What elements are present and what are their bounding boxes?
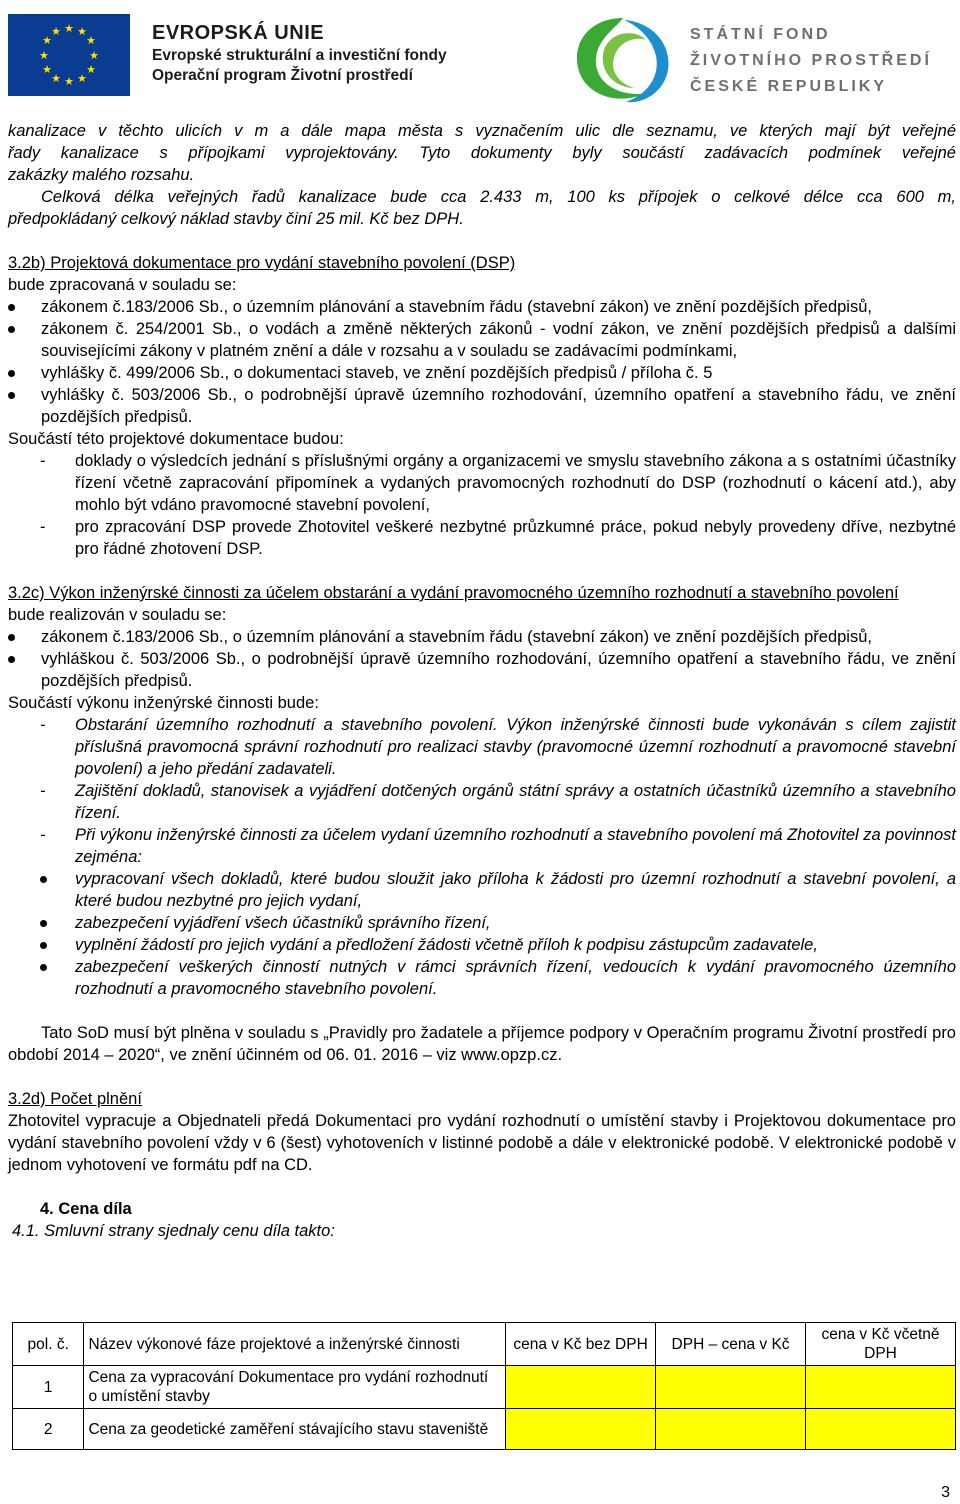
section-3-2b-sub: bude zpracovaná v souladu se: — [8, 276, 237, 294]
price-input-cell[interactable] — [656, 1366, 806, 1409]
sfzp-line-2: ŽIVOTNÍHO PROSTŘEDÍ — [690, 52, 932, 69]
bullet-icon — [40, 876, 47, 883]
list-item: vyplnění žádostí pro jejich vydání a předložení žádosti včetně příloh k podpisu zástupcům zadavatele, — [8, 934, 956, 956]
eu-text-block — [152, 20, 447, 86]
sfzp-text-block — [690, 22, 932, 100]
bullet-icon — [40, 942, 47, 949]
svg-text:★: ★ — [51, 72, 61, 85]
eu-funds-line: Evropské strukturální a investiční fondy — [152, 47, 447, 64]
svg-text:★: ★ — [64, 22, 74, 35]
price-input-cell[interactable] — [656, 1409, 806, 1450]
intro-line-2: řady kanalizace s přípojkami vyprojektovány. Tyto dokumenty byly součástí zadávacích podmínek veřejné — [8, 144, 956, 162]
page-header — [0, 0, 960, 108]
list-item: vyhlášky č. 503/2006 Sb., o podrobnější úpravě územního rozhodování, územního opatření a stavebního řádu, ve znění pozdějších předpisů. — [8, 384, 956, 428]
price-table — [12, 1322, 956, 1450]
section-3-2c-sub: bude realizován v souladu se: — [8, 606, 227, 624]
bullet-icon — [8, 304, 15, 311]
list-item: vyhláškou č. 503/2006 Sb., o podrobnější úpravě územního rozhodování, územního opatření a stavebního řádu, ve znění pozdějších předpisů. — [8, 648, 956, 692]
svg-text:★: ★ — [64, 75, 74, 88]
price-input-cell[interactable] — [506, 1366, 656, 1409]
sod-note: Tato SoD musí být plněna v souladu s „Pravidly pro žadatele a příjemce podpory v Operačním programu Životní prostředí pro období 2014 – 2020“, ve znění účinném od 06. 01. 2016 – viz www.opzp.cz. — [8, 1024, 956, 1064]
svg-text:★: ★ — [77, 72, 87, 85]
bullet-icon — [8, 392, 15, 399]
list-item: vyhlášky č. 499/2006 Sb., o dokumentaci staveb, ve znění pozdějších předpisů / příloha č. 5 — [8, 362, 956, 384]
list-item: zabezpečení veškerých činností nutných v rámci správních řízení, vedoucích k vydání pravomocného územního rozhodnutí a pravomocného stavebního povolení. — [8, 956, 956, 1000]
bullet-icon — [40, 964, 47, 971]
table-header-cell: DPH – cena v Kč — [656, 1323, 806, 1366]
list-item: - Při výkonu inženýrské činnosti za účelem vydaní územního rozhodnutí a stavebního povolení má Zhotovitel za povinnost zejména: — [40, 826, 956, 866]
section-3-2b-parts-intro: Součástí této projektové dokumentace budou: — [8, 430, 344, 448]
svg-text:★: ★ — [77, 25, 87, 38]
svg-text:★: ★ — [42, 63, 52, 76]
sfzp-logo-icon — [564, 10, 682, 108]
list-item: vypracovaní všech dokladů, které budou sloužit jako příloha k žádosti pro územní rozhodnutí a stavební povolení, a které budou nezbytné pro jejich vydaní, — [8, 868, 956, 912]
section-4-1-sub: 4.1. Smluvní strany sjednaly cenu díla takto: — [12, 1222, 335, 1240]
section-3-2d-heading: 3.2d) Počet plnění — [8, 1090, 142, 1108]
table-header-cell: Název výkonové fáze projektové a inženýrské činnosti — [84, 1323, 506, 1366]
list-item: zabezpečení vyjádření všech účastníků správního řízení, — [8, 912, 956, 934]
document-body — [8, 120, 956, 1242]
section-3-2c-heading: 3.2c) Výkon inženýrské činnosti za účelem obstarání a vydání pravomocného územního rozhodnutí a stavebního povolení — [8, 584, 899, 602]
table-header-cell: cena v Kč včetně DPH — [806, 1323, 956, 1366]
table-row — [13, 1366, 956, 1409]
list-item: zákonem č.183/2006 Sb., o územním plánování a stavebním řádu (stavební zákon) ve znění pozdějších předpisů, — [8, 296, 956, 318]
eu-title: EVROPSKÁ UNIE — [152, 22, 325, 44]
sfzp-line-3: ČESKÉ REPUBLIKY — [690, 78, 888, 95]
table-header-cell: cena v Kč bez DPH — [506, 1323, 656, 1366]
bullet-icon — [8, 326, 15, 333]
svg-text:★: ★ — [86, 34, 96, 47]
list-item: zákonem č. 254/2001 Sb., o vodách a změně některých zákonů - vodní zákon, ve znění pozdějších předpisů a dalšími souvisejícími zákony v platném znění a dále v rozsahu a v souladu se zadávacími podmínkami, — [8, 318, 956, 362]
list-item: - Obstarání územního rozhodnutí a stavebního povolení. Výkon inženýrské činnosti bude vykonáván s cílem zajistit příslušná pravomocná správní rozhodnutí pro realizaci stavby (pravomocné územní rozhodnutí a pravomocné stavební povolení) a jeho předání zadavateli. — [40, 716, 956, 778]
table-header-cell: pol. č. — [13, 1323, 84, 1366]
svg-text:★: ★ — [42, 34, 52, 47]
svg-text:★: ★ — [89, 49, 99, 62]
price-input-cell[interactable] — [806, 1366, 956, 1409]
list-item: zákonem č.183/2006 Sb., o územním plánování a stavebním řádu (stavební zákon) ve znění pozdějších předpisů, — [8, 626, 956, 648]
section-4-heading: 4. Cena díla — [40, 1200, 132, 1218]
svg-text:★: ★ — [39, 49, 49, 62]
price-input-cell[interactable] — [806, 1409, 956, 1450]
price-input-cell[interactable] — [506, 1409, 656, 1450]
sfzp-line-1: STÁTNÍ FOND — [690, 26, 831, 43]
intro-line-1: kanalizace v těchto ulicích v m a dále mapa města s vyznačením ulic dle seznamu, ve kterých mají být veřejné — [8, 122, 956, 140]
table-cell: Cena za geodetické zaměření stávajícího stavu staveniště — [84, 1409, 506, 1450]
bullet-icon — [8, 370, 15, 377]
svg-text:★: ★ — [86, 63, 96, 76]
section-3-2d-text: Zhotovitel vypracuje a Objednateli předá Dokumentaci pro vydání rozhodnutí o umístění stavby i Projektovou dokumentace pro vydání stavebního povolení vždy v 6 (šest) vyhotoveních v listinné podobě a dále v elektronické podobě. V elektronické podobě v jednom vyhotovení ve formátu pdf na CD. — [8, 1112, 956, 1174]
eu-flag-icon — [8, 14, 130, 96]
svg-text:★: ★ — [51, 25, 61, 38]
intro-line-5: předpokládaný celkový náklad stavby činí 25 mil. Kč bez DPH. — [8, 210, 464, 228]
eu-op-line: Operační program Životní prostředí — [152, 67, 413, 84]
section-3-2c-parts-intro: Součástí výkonu inženýrské činnosti bude: — [8, 694, 319, 712]
bullet-icon — [40, 920, 47, 927]
bullet-icon — [8, 634, 15, 641]
intro-line-4: Celková délka veřejných řadů kanalizace bude cca 2.433 m, 100 ks přípojek o celkové délce cca 600 m, — [41, 188, 956, 206]
list-item: - doklady o výsledcích jednání s příslušnými orgány a organizacemi ve smyslu stavebního zákona a s ostatními účastníky řízení včetně zapracování připomínek a vydaných pravomocných rozhodnutí do DSP (rozhodnutí o kácení atd.), aby mohlo být vdáno pravomocné stavební povolení, — [40, 452, 956, 514]
table-cell: 2 — [13, 1409, 84, 1450]
page-number: 3 — [941, 1484, 950, 1501]
list-item: - Zajištění dokladů, stanovisek a vyjádření dotčených orgánů státní správy a ostatních účastníků územního a stavebního řízení. — [40, 782, 956, 822]
list-item: - pro zpracování DSP provede Zhotovitel veškeré nezbytné průzkumné práce, pokud nebyly provedeny dříve, nezbytné pro řádné zhotovení DSP. — [40, 518, 956, 558]
table-row — [13, 1409, 956, 1450]
intro-line-3: zakázky malého rozsahu. — [8, 166, 195, 184]
table-cell: 1 — [13, 1366, 84, 1409]
section-3-2b-heading: 3.2b) Projektová dokumentace pro vydání stavebního povolení (DSP) — [8, 254, 516, 272]
bullet-icon — [8, 656, 15, 663]
table-header-row — [13, 1323, 956, 1366]
table-cell: Cena za vypracování Dokumentace pro vydání rozhodnutí o umístění stavby — [84, 1366, 506, 1409]
